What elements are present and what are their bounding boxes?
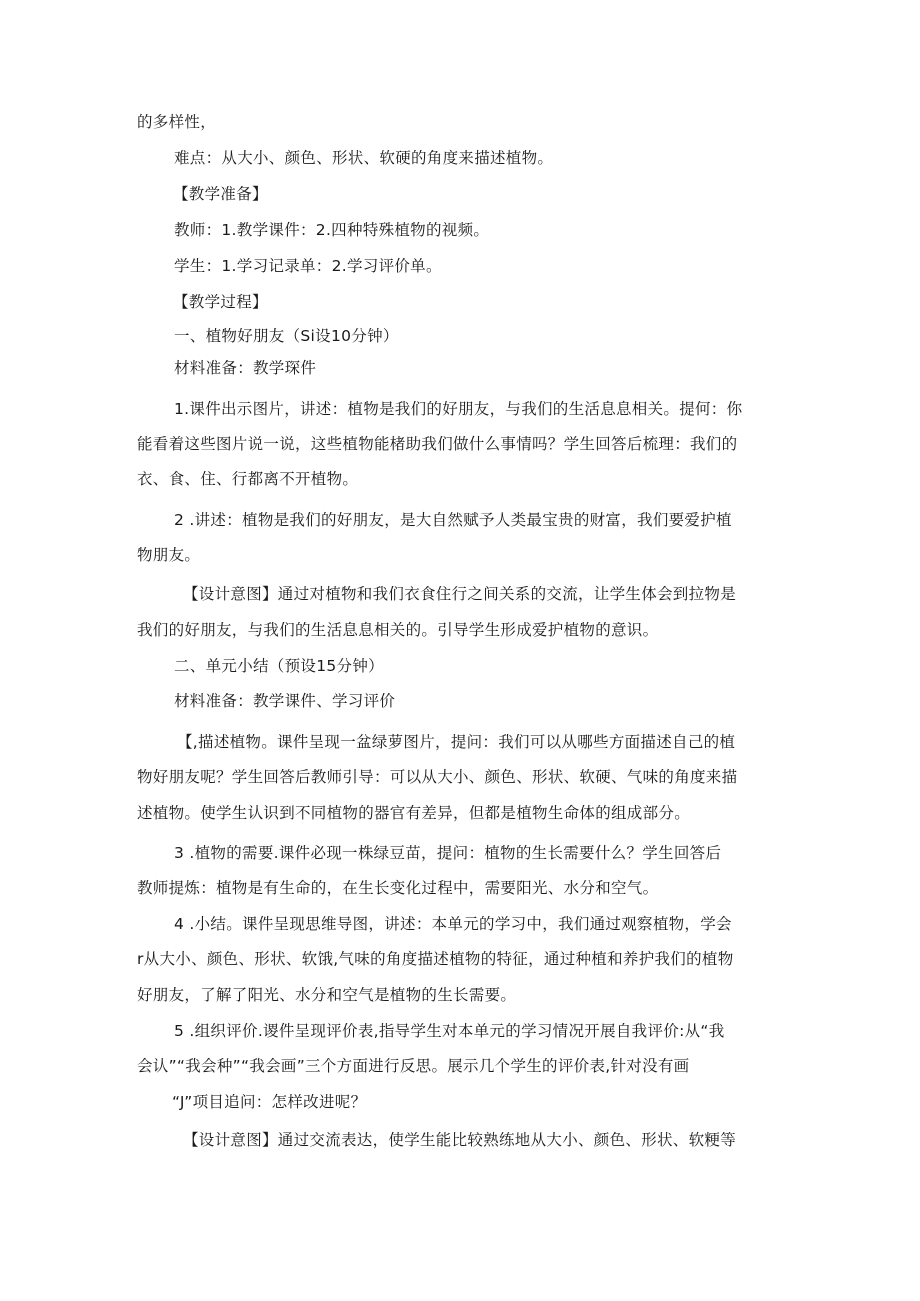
text-line: 衣、食、住、行都离不开植物。: [137, 470, 359, 488]
text-line: 教师提炼：植物是有生命的，在生长变化过程中，需要阳光、水分和空气。: [137, 879, 659, 897]
text-line: 【设计意图】通过对植物和我们衣食住行之间关系的交流，让学生体会到拉物是: [183, 585, 737, 603]
text-line: 1.课件出示图片，讲述：植物是我们的好朋友，与我们的生活息息相关。提何：你: [174, 400, 743, 418]
text-line: 5 .组织评价.谡件呈现评价表,指导学生对本单元的学习情况开展自我评价:从“我: [174, 1022, 725, 1040]
text-line: 难点：从大小、颜色、形状、软硬的角度来描述植物。: [174, 149, 554, 167]
text-line: “J”项目追问：怎样改进呢？: [172, 1093, 367, 1111]
text-line: 3 .植物的需要.课件必现一株绿豆苗，提问：植物的生长需要什么？学生回答后: [174, 844, 722, 862]
text-line: 【,描述植物。课件呈现一盆绿萝图片，提问：我们可以从哪些方面描述自己的植: [177, 733, 736, 751]
text-line: 我们的好朋友，与我们的生活息息相关的。引导学生形成爱护植物的意识。: [137, 621, 659, 639]
text-line: 物好朋友呢？学生回答后教师引导：可以从大小、颜色、形状、软硬、气味的角度来描: [137, 768, 738, 786]
subsection-heading: 二、单元小结（预设15分钟）: [174, 657, 384, 675]
text-line: 【设计意图】通过交流表达，使学生能比较熟练地从大小、颜色、形状、软粳等: [183, 1131, 737, 1149]
text-line: 好朋友，了解了阳光、水分和空气是植物的生长需要。: [137, 986, 517, 1004]
text-line: 教师：1.教学课件：2.四种特殊植物的视频。: [174, 221, 490, 239]
text-line: 能看着这些图片说一说，这些植物能楮助我们做什么事情吗？学生回答后梳理：我们的: [137, 435, 738, 453]
text-line: 学生：1.学习记录单：2.学习评价单。: [174, 257, 442, 275]
text-line: 材料准备：教学课件、学习评价: [174, 692, 396, 710]
section-heading: 【教学过程】: [173, 293, 268, 311]
section-heading: 【教学准备】: [173, 185, 268, 203]
text-line: 物朋友。: [137, 546, 201, 564]
subsection-heading: 一、植物好朋友（Si设10分钟）: [174, 327, 399, 345]
text-line: 2 .讲述：植物是我们的好朋友，是大自然赋予人类最宝贵的财富，我们要爱护植: [174, 511, 732, 529]
text-line: 材料准备：教学琛件: [174, 359, 317, 377]
text-line: 述植物。使学生认识到不同植物的器官有差异，但都是植物生命体的组成部分。: [137, 804, 691, 822]
text-line: 4 .小结。课件呈现思维导图，讲述：本单元的学习中，我们通过观察植物，学会: [174, 915, 732, 933]
text-line: 会认”“我会种”“我会画”三个方面进行反思。展示几个学生的评价表,针对没有画: [137, 1057, 690, 1075]
text-line: r从大小、颜色、形状、软饿,气味的角度描述植物的特征，通过种植和养护我们的植物: [137, 950, 734, 968]
text-line: 的多样性，: [137, 113, 217, 131]
